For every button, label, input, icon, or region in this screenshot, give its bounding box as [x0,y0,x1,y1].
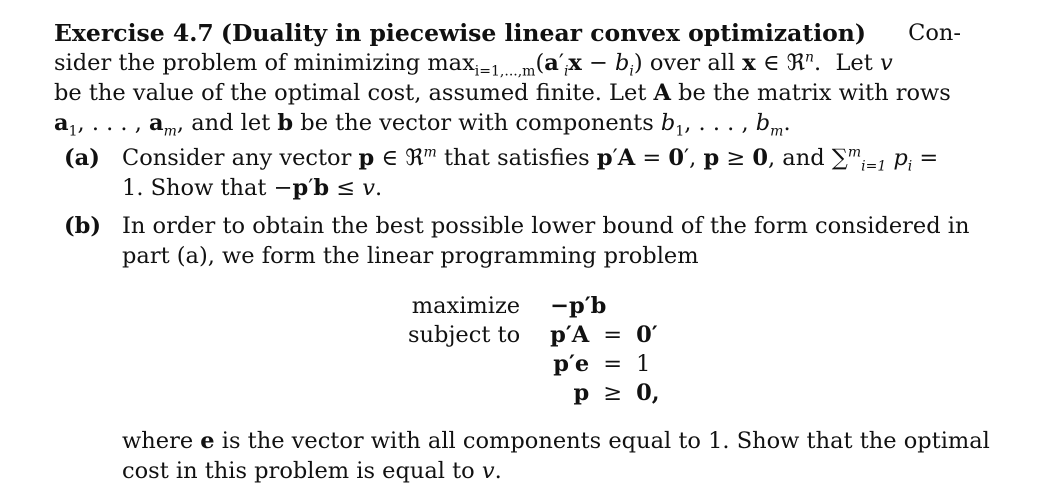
lp-maximize-keyword: maximize [411,293,521,319]
part-a-label: (a) [64,145,100,171]
intro-con: Con- [908,20,961,46]
part-b [54,211,970,271]
linear-program [404,292,664,408]
lp-constraint-lhs: p′e [553,351,590,377]
closing-line-2: cost in this problem is equal to v. [122,458,502,484]
intro-line-2: sider the problem of minimizing $\max_{i=1,...,m}(a'_ix - b_i)$ over all x ∈ ℜ$^n$. Let v [54,49,893,80]
part-b-label: (b) [64,213,102,239]
exercise-title: (Duality in piecewise linear convex optimization) [220,19,867,47]
intro-line-4: $a_1$, . . . , $a_m$, and let b be the vector with components $b_1$, . . . , $b_m$. [54,110,791,140]
lp-constraint-rhs: 0, [636,380,660,406]
part-a-line-1: Consider any vector p ∈ ℜ$^m$ that satisfies p′A = 0′, p ≥ 0, and ∑$^m_{i=1}$ $p_i$ = [122,144,939,175]
part-b-line-2: part (a), we form the linear programming problem [122,243,699,269]
lp-constraint-row [404,350,664,379]
part-a-line-2: 1. Show that −p′b ≤ v. [122,175,383,201]
lp-objective-row [404,292,664,321]
lp-constraint-rhs: 0′ [636,322,658,348]
part-a [54,143,961,203]
lp-constraint-op: ≥ [603,380,623,406]
exercise-text [54,18,970,271]
closing-line-1: where e is the vector with all components equal to 1. Show that the optimal [122,428,990,454]
lp-constraint-rhs: 1 [636,351,651,377]
lp-constraint-row [404,321,664,350]
intro-line-1 [54,18,961,48]
lp-objective: −p′b [550,293,607,319]
intro-line-3: be the value of the optimal cost, assumed finite. Let A be the matrix with rows [54,80,951,106]
lp-constraint-op: = [603,322,623,348]
lp-constraint-row [404,379,664,408]
lp-constraint-op: = [603,351,623,377]
closing-paragraph [122,426,990,486]
lp-constraint-lhs: p [573,380,590,406]
exercise-number: Exercise 4.7 [54,19,214,47]
lp-constraint-lhs: p′A [550,322,590,348]
part-b-line-1: In order to obtain the best possible lower bound of the form considered in [122,213,970,239]
lp-subject-to-keyword: subject to [408,322,521,348]
